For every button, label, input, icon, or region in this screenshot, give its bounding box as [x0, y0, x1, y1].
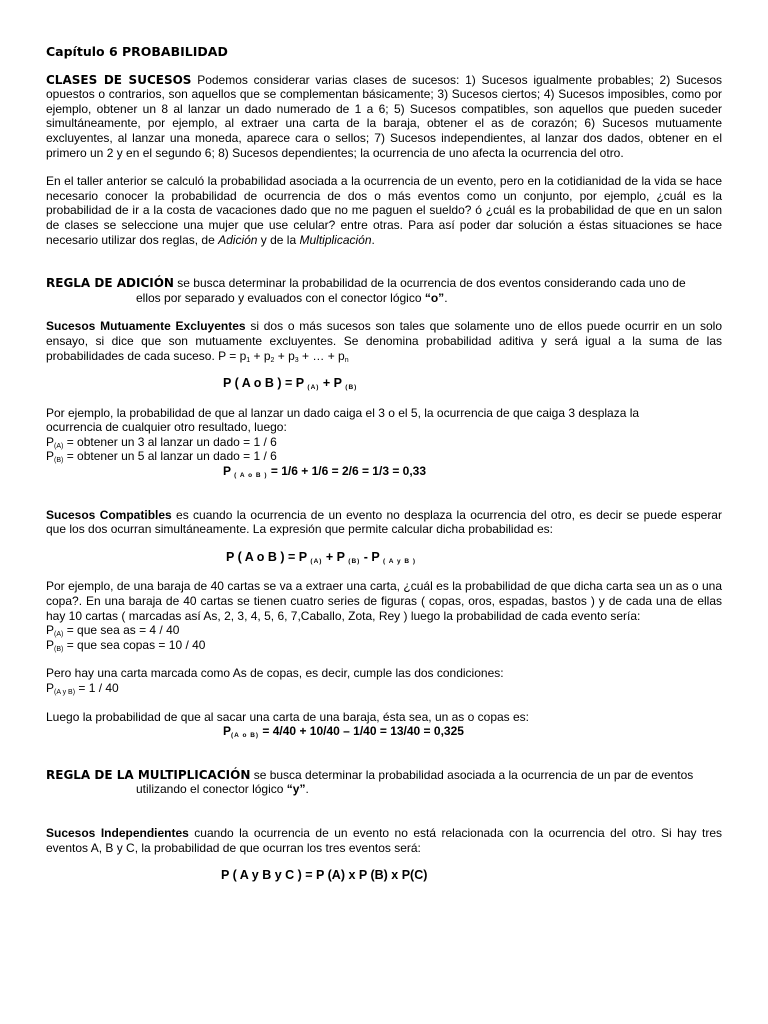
plus-3: + p: [274, 348, 295, 363]
clases-text: Podemos considerar varias clases de sucesos: 1) Sucesos igualmente probables; 2) Sucesos opuestos o contrarios, son aquellos que se complementan básicamente; 3) Sucesos ciertos; 4) Sucesos imposibles, como por ejemplo, obtener un 8 al lanzar un dado numerado de 1 a 6; 5) Sucesos compatibles, son aquellos que pueden suceder simultáneamente, por ejemplo, al extraer una carta de la baraja, obtener el as de corazón; 6) Sucesos mutuamente excluyentes, al lanzar una moneda, aparece cara o sellos; 7) Sucesos independientes, al lanzar dos dados, obtener en el primero un 2 y en el segundo 6; 8) Sucesos dependientes; la ocurrencia de uno afecta la ocurrencia del otro.: [46, 72, 723, 160]
regla-mult-end: .: [305, 782, 309, 797]
plus-2: + p: [250, 348, 271, 363]
regla-adicion-heading: REGLA DE ADICIÓN: [46, 276, 174, 291]
co-pa-sub: (A): [54, 631, 64, 639]
clases-paragraph: [46, 73, 722, 161]
chapter-title: Capítulo 6 PROBABILIDAD: [46, 44, 228, 59]
excluyentes-heading: Sucesos Mutuamente Excluyentes: [46, 319, 246, 334]
regla-adicion-section: [46, 276, 722, 305]
co-pb-sub: (B): [54, 645, 64, 653]
regla-adicion-text1: se busca determinar la probabilidad de la ocurrencia de dos eventos considerando cada uno de: [173, 276, 686, 291]
ex-result-p: P: [223, 464, 235, 479]
formula-independientes: P ( A y B y C ) = P (A) x P (B) x P(C): [221, 868, 428, 883]
ex-example-line2: ocurrencia de cualquier otro resultado, luego:: [46, 420, 287, 435]
ex-result-sub: ( A o B ): [234, 472, 268, 480]
regla-mult-text1: se busca determinar la probabilidad asociada a la ocurrencia de un par de eventos: [250, 767, 694, 782]
independientes-paragraph: [46, 826, 722, 855]
co-pab-sub: (A y B): [54, 689, 76, 696]
formula-co-sub-ab: ( A y B ): [383, 557, 417, 565]
co-pab-text: = 1 / 40: [75, 681, 119, 695]
adicion-term: Adición: [218, 232, 258, 247]
compatibles-pero: [46, 666, 722, 695]
sub-1: 1: [246, 356, 251, 364]
ex-pa-p: P: [46, 434, 55, 449]
sub-2: 2: [270, 356, 275, 364]
regla-multiplicacion-section: [46, 768, 722, 797]
co-pa-line: [46, 623, 722, 638]
independientes-heading: Sucesos Independientes: [46, 825, 189, 840]
regla-mult-line2: [46, 782, 722, 797]
excluyentes-paragraph: [46, 319, 722, 363]
ex-pa-sub: (A): [54, 442, 64, 450]
co-pb-p: P: [46, 637, 55, 652]
ex-pa-text: = obtener un 3 al lanzar un dado = 1 / 6: [63, 434, 277, 449]
excluyentes-text: si dos o más sucesos son tales que solamente uno de ellos puede ocurrir en un solo ensayo, si dice que son mutuamente excluyentes. Se denomina probabilidad aditiva y será igual a la suma de las probabilidades de cada suceso. P = p: [46, 319, 722, 363]
ex-pa-line: [46, 435, 722, 450]
regla-adicion-end: .: [444, 290, 448, 305]
compatibles-heading: Sucesos Compatibles: [46, 507, 172, 522]
compatibles-luego: [46, 710, 722, 739]
co-pa-p: P: [46, 623, 55, 638]
conector-y: “y”: [286, 782, 306, 797]
regla-adicion-text2: ellos por separado y evaluados con el conector lógico: [136, 290, 425, 305]
formula-co-sub-a: (A): [310, 557, 323, 565]
co-result-line: [46, 724, 722, 739]
ex-result-text: = 1/6 + 1/6 = 2/6 = 1/3 = 0,33: [267, 464, 427, 479]
intro-y: y de la: [257, 232, 300, 247]
co-pero: Pero hay una carta marcada como As de copas, es decir, cumple las dos condiciones:: [46, 666, 504, 681]
co-pab-p: P: [46, 681, 55, 695]
sub-3: 3: [294, 356, 299, 364]
co-pab-line: [46, 681, 722, 696]
ex-result-line: [46, 464, 722, 479]
formula-ex-sub-b: (B): [345, 384, 358, 392]
formula-co-sub-b: (B): [348, 557, 361, 565]
co-pb-text: = que sea copas = 10 / 40: [63, 637, 206, 652]
ex-example-line1: Por ejemplo, la probabilidad de que al lanzar un dado caiga el 3 o el 5, la ocurrencia de que caiga 3 desplaza la: [46, 405, 640, 420]
co-pa-text: = que sea as = 4 / 40: [63, 623, 180, 638]
multiplicacion-term: Multiplicación: [299, 232, 372, 247]
formula-co-minus: - P: [360, 549, 384, 564]
independientes-text: cuando la ocurrencia de un evento no está relacionada con la ocurrencia del otro. Si hay tres eventos A, B y C, la probabilidad de que ocurran los tres eventos será:: [46, 825, 722, 855]
plus-dots: + … + p: [298, 348, 345, 363]
compatibles-text: es cuando la ocurrencia de un evento no desplaza la ocurrencia del otro, es decir se puede esperar que los dos ocurran simultáneamente. La expresión que permite calcular dicha probabilidad es:: [46, 507, 722, 537]
formula-ex-main: P ( A o B ) = P: [223, 376, 308, 391]
co-luego: Luego la probabilidad de que al sacar una carta de una baraja, ésta sea, un as o copas es:: [46, 709, 530, 724]
document-page: [46, 45, 722, 898]
co-pb-line: [46, 638, 722, 653]
regla-mult-line1: [46, 768, 722, 783]
ex-pb-text: = obtener un 5 al lanzar un dado = 1 / 6: [63, 449, 277, 464]
formula-ex-plus: + P: [319, 376, 346, 391]
regla-adicion-line1: [46, 276, 722, 291]
conector-o: “o”: [424, 290, 445, 305]
ex-pb-p: P: [46, 449, 55, 464]
regla-mult-heading: REGLA DE LA MULTIPLICACIÓN: [46, 767, 251, 782]
formula-excluyentes: [46, 376, 722, 391]
sub-n: n: [344, 356, 349, 364]
intro-text: En el taller anterior se calculó la probabilidad asociada a la ocurrencia de un evento, pero en la cotidianidad de la vida se hace necesario conocer la probabilidad de ocurrencia de dos o más eventos como un conjunto, por ejemplo, ¿cuál es la probabilidad de ir a la costa de vacaciones dado que no me paguen el sueldo? ó ¿cuál es la probabilidad de que en un salon de clases se seleccione una mujer que use celular? entre otras. Para así poder dar solución a éstas situaciones se hace necesario utilizar dos reglas, de: [46, 174, 722, 247]
formula-co-plus: + P: [322, 549, 349, 564]
co-result-sub: (A o B): [231, 732, 260, 740]
regla-adicion-line2: [46, 291, 722, 306]
formula-co-main: P ( A o B ) = P: [226, 549, 311, 564]
ex-pb-line: [46, 449, 722, 464]
clases-heading: CLASES DE SUCESOS: [46, 72, 192, 87]
formula-compatibles: [46, 550, 722, 565]
intro-end: .: [371, 232, 375, 247]
co-result-text: = 4/40 + 10/40 – 1/40 = 13/40 = 0,325: [259, 724, 464, 739]
regla-mult-text2: utilizando el conector lógico: [136, 782, 287, 797]
intro-paragraph: [46, 174, 722, 247]
compatibles-example: [46, 579, 722, 652]
excluyentes-example: [46, 406, 722, 479]
co-result-p: P: [223, 724, 232, 739]
ex-pb-sub: (B): [54, 457, 64, 465]
compatibles-paragraph: [46, 508, 722, 537]
co-example: Por ejemplo, de una baraja de 40 cartas se va a extraer una carta, ¿cuál es la probabilidad de que dicha carta sea un as o una copa?. En una baraja de 40 cartas se tienen cuatro series de figuras ( copas, oros, espadas, bastos ) y de cada una de ellas hay 10 cartas ( marcadas así As, 2, 3, 4, 5, 6, 7,Caballo, Zota, Rey ) luego la probabilidad de cada evento sería:: [46, 579, 722, 623]
formula-ex-sub-a: (A): [307, 384, 320, 392]
